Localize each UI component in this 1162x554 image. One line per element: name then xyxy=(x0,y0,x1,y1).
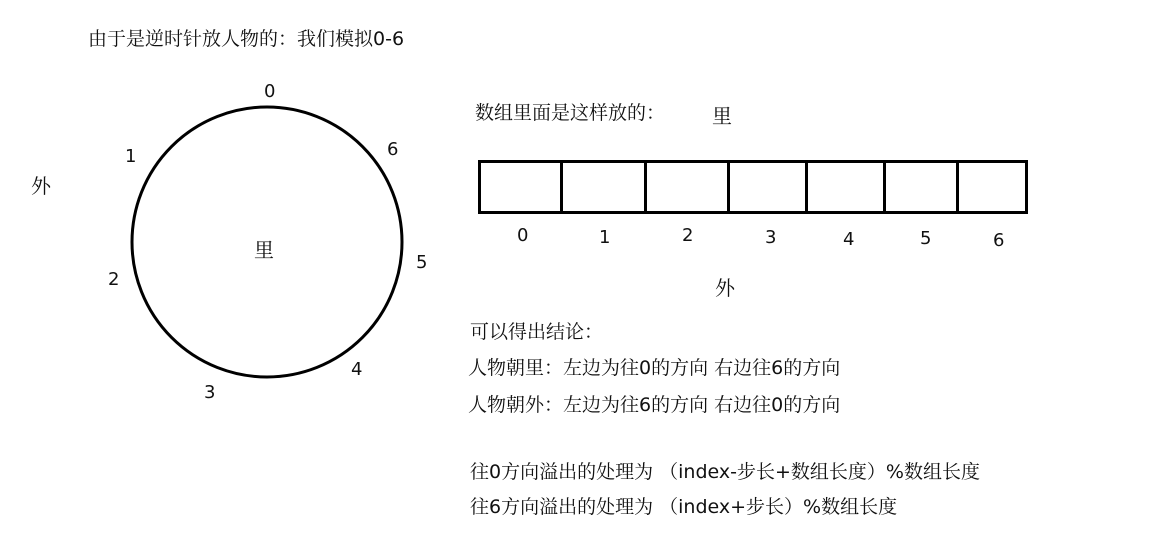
array-cell-4 xyxy=(808,163,886,211)
array-heading: 数组里面是这样放的： xyxy=(475,102,666,124)
array-index-4: 4 xyxy=(843,229,855,250)
array-cell-5 xyxy=(886,163,959,211)
conclusion-facing-outward: 人物朝外：左边为往6的方向 右边往0的方向 xyxy=(468,394,841,416)
circle-position-6: 6 xyxy=(387,139,399,160)
circle-outer-label: 外 xyxy=(31,174,51,198)
array-cell-6 xyxy=(959,163,1025,211)
circle-position-1: 1 xyxy=(125,146,137,167)
conclusion-facing-inward: 人物朝里：左边为往0的方向 右边往6的方向 xyxy=(468,357,841,379)
array-box xyxy=(478,160,1028,214)
array-index-3: 3 xyxy=(765,227,777,248)
array-cell-3 xyxy=(730,163,808,211)
page-title: 由于是逆时针放人物的：我们模拟0-6 xyxy=(88,28,405,50)
circle-inner-label: 里 xyxy=(254,238,274,262)
conclusion-heading: 可以得出结论： xyxy=(470,321,604,343)
array-index-2: 2 xyxy=(682,225,694,246)
overflow-toward-six: 往6方向溢出的处理为 （index+步长）%数组长度 xyxy=(470,496,898,518)
circle-position-0: 0 xyxy=(264,81,276,102)
array-cell-0 xyxy=(481,163,563,211)
array-index-1: 1 xyxy=(599,227,611,248)
array-cell-2 xyxy=(647,163,730,211)
circle-position-3: 3 xyxy=(204,382,216,403)
array-index-6: 6 xyxy=(993,230,1005,251)
array-outer-label: 外 xyxy=(715,276,735,300)
array-index-5: 5 xyxy=(920,228,932,249)
array-cell-1 xyxy=(563,163,647,211)
circle-position-2: 2 xyxy=(108,269,120,290)
array-inner-label: 里 xyxy=(712,104,732,128)
circle-position-4: 4 xyxy=(351,359,363,380)
array-index-0: 0 xyxy=(517,225,529,246)
circle-position-5: 5 xyxy=(416,252,428,273)
overflow-toward-zero: 往0方向溢出的处理为 （index-步长+数组长度）%数组长度 xyxy=(470,461,980,483)
